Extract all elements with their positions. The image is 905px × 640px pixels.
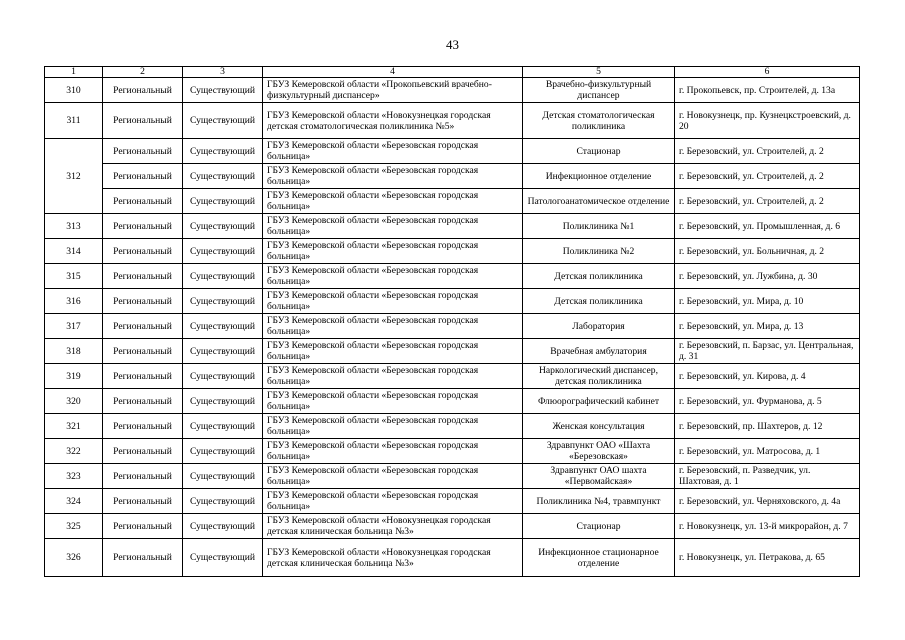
unit-cell: Лаборатория	[523, 314, 675, 339]
level-cell: Региональный	[103, 364, 183, 389]
row-number: 323	[45, 464, 103, 489]
row-number: 320	[45, 389, 103, 414]
address-cell: г. Березовский, ул. Строителей, д. 2	[675, 139, 860, 164]
level-cell: Региональный	[103, 103, 183, 139]
page-number: 43	[446, 37, 459, 52]
organization-cell: ГБУЗ Кемеровской области «Березовская городская больница»	[263, 339, 523, 364]
table-row	[45, 289, 860, 314]
unit-cell: Поликлиника №1	[523, 214, 675, 239]
address-cell: г. Березовский, ул. Строителей, д. 2	[675, 164, 860, 189]
unit-cell: Детская стоматологическая поликлиника	[523, 103, 675, 139]
level-cell: Региональный	[103, 539, 183, 577]
row-number: 318	[45, 339, 103, 364]
column-header: 5	[523, 67, 675, 78]
unit-cell: Стационар	[523, 139, 675, 164]
address-cell: г. Березовский, ул. Матросова, д. 1	[675, 439, 860, 464]
unit-cell: Женская консультация	[523, 414, 675, 439]
address-cell: г. Березовский, ул. Лужбина, д. 30	[675, 264, 860, 289]
row-number: 317	[45, 314, 103, 339]
organization-cell: ГБУЗ Кемеровской области «Березовская городская больница»	[263, 289, 523, 314]
organization-cell: ГБУЗ Кемеровской области «Березовская городская больница»	[263, 464, 523, 489]
status-cell: Существующий	[183, 364, 263, 389]
table-row	[45, 139, 860, 164]
organization-cell: ГБУЗ Кемеровской области «Березовская городская больница»	[263, 389, 523, 414]
level-cell: Региональный	[103, 489, 183, 514]
unit-cell: Здравпункт ОАО шахта «Первомайская»	[523, 464, 675, 489]
organization-cell: ГБУЗ Кемеровской области «Березовская городская больница»	[263, 439, 523, 464]
column-header: 2	[103, 67, 183, 78]
organization-cell: ГБУЗ Кемеровской области «Прокопьевский врачебно-физкультурный диспансер»	[263, 78, 523, 103]
address-cell: г. Березовский, п. Барзас, ул. Центральная, д. 31	[675, 339, 860, 364]
level-cell: Региональный	[103, 139, 183, 164]
column-header: 6	[675, 67, 860, 78]
table-row	[45, 314, 860, 339]
table-row	[45, 103, 860, 139]
organization-cell: ГБУЗ Кемеровской области «Березовская городская больница»	[263, 489, 523, 514]
organization-cell: ГБУЗ Кемеровской области «Березовская городская больница»	[263, 414, 523, 439]
address-cell: г. Березовский, ул. Мира, д. 10	[675, 289, 860, 314]
table-row	[45, 389, 860, 414]
address-cell: г. Березовский, п. Разведчик, ул. Шахтовая, д. 1	[675, 464, 860, 489]
unit-cell: Детская поликлиника	[523, 289, 675, 314]
column-header: 3	[183, 67, 263, 78]
row-number: 326	[45, 539, 103, 577]
unit-cell: Поликлиника №2	[523, 239, 675, 264]
organization-cell: ГБУЗ Кемеровской области «Новокузнецкая городская детская клиническая больница №3»	[263, 539, 523, 577]
table-row	[45, 414, 860, 439]
facilities-table	[44, 66, 860, 577]
address-cell: г. Березовский, ул. Больничная, д. 2	[675, 239, 860, 264]
level-cell: Региональный	[103, 189, 183, 214]
organization-cell: ГБУЗ Кемеровской области «Березовская городская больница»	[263, 189, 523, 214]
level-cell: Региональный	[103, 214, 183, 239]
address-cell: г. Березовский, ул. Мира, д. 13	[675, 314, 860, 339]
row-number: 324	[45, 489, 103, 514]
unit-cell: Флюорографический кабинет	[523, 389, 675, 414]
unit-cell: Поликлиника №4, травмпункт	[523, 489, 675, 514]
status-cell: Существующий	[183, 539, 263, 577]
unit-cell: Здравпункт ОАО «Шахта «Березовская»	[523, 439, 675, 464]
row-number: 325	[45, 514, 103, 539]
table-row	[45, 214, 860, 239]
row-number: 313	[45, 214, 103, 239]
address-cell: г. Новокузнецк, ул. Петракова, д. 65	[675, 539, 860, 577]
unit-cell: Патологоанатомическое отделение	[523, 189, 675, 214]
organization-cell: ГБУЗ Кемеровской области «Березовская городская больница»	[263, 314, 523, 339]
status-cell: Существующий	[183, 414, 263, 439]
unit-cell: Инфекционное отделение	[523, 164, 675, 189]
unit-cell: Врачебно-физкультурный диспансер	[523, 78, 675, 103]
level-cell: Региональный	[103, 339, 183, 364]
status-cell: Существующий	[183, 289, 263, 314]
unit-cell: Наркологический диспансер, детская поликлиника	[523, 364, 675, 389]
status-cell: Существующий	[183, 514, 263, 539]
status-cell: Существующий	[183, 339, 263, 364]
level-cell: Региональный	[103, 389, 183, 414]
address-cell: г. Новокузнецк, ул. 13-й микрорайон, д. 7	[675, 514, 860, 539]
status-cell: Существующий	[183, 239, 263, 264]
level-cell: Региональный	[103, 514, 183, 539]
address-cell: г. Березовский, ул. Кирова, д. 4	[675, 364, 860, 389]
table-row	[45, 364, 860, 389]
organization-cell: ГБУЗ Кемеровской области «Березовская городская больница»	[263, 239, 523, 264]
level-cell: Региональный	[103, 239, 183, 264]
organization-cell: ГБУЗ Кемеровской области «Новокузнецкая городская детская клиническая больница №3»	[263, 514, 523, 539]
organization-cell: ГБУЗ Кемеровской области «Березовская городская больница»	[263, 364, 523, 389]
unit-cell: Врачебная амбулатория	[523, 339, 675, 364]
table-row	[45, 189, 860, 214]
status-cell: Существующий	[183, 78, 263, 103]
organization-cell: ГБУЗ Кемеровской области «Новокузнецкая городская детская стоматологическая поликлиника №5»	[263, 103, 523, 139]
status-cell: Существующий	[183, 264, 263, 289]
table-row	[45, 464, 860, 489]
status-cell: Существующий	[183, 189, 263, 214]
level-cell: Региональный	[103, 164, 183, 189]
status-cell: Существующий	[183, 439, 263, 464]
table-row	[45, 539, 860, 577]
table-row	[45, 78, 860, 103]
row-number: 316	[45, 289, 103, 314]
level-cell: Региональный	[103, 414, 183, 439]
address-cell: г. Прокопьевск, пр. Строителей, д. 13а	[675, 78, 860, 103]
row-number: 322	[45, 439, 103, 464]
column-header: 1	[45, 67, 103, 78]
status-cell: Существующий	[183, 464, 263, 489]
row-number: 311	[45, 103, 103, 139]
unit-cell: Детская поликлиника	[523, 264, 675, 289]
table-row	[45, 339, 860, 364]
status-cell: Существующий	[183, 314, 263, 339]
status-cell: Существующий	[183, 139, 263, 164]
table-row	[45, 489, 860, 514]
level-cell: Региональный	[103, 314, 183, 339]
table-row	[45, 514, 860, 539]
organization-cell: ГБУЗ Кемеровской области «Березовская городская больница»	[263, 214, 523, 239]
table-row	[45, 264, 860, 289]
level-cell: Региональный	[103, 289, 183, 314]
status-cell: Существующий	[183, 164, 263, 189]
level-cell: Региональный	[103, 78, 183, 103]
row-number: 312	[45, 139, 103, 214]
address-cell: г. Березовский, ул. Промышленная, д. 6	[675, 214, 860, 239]
row-number: 319	[45, 364, 103, 389]
row-number: 321	[45, 414, 103, 439]
organization-cell: ГБУЗ Кемеровской области «Березовская городская больница»	[263, 139, 523, 164]
level-cell: Региональный	[103, 439, 183, 464]
column-header: 4	[263, 67, 523, 78]
row-number: 310	[45, 78, 103, 103]
organization-cell: ГБУЗ Кемеровской области «Березовская городская больница»	[263, 164, 523, 189]
unit-cell: Инфекционное стационарное отделение	[523, 539, 675, 577]
table-row	[45, 439, 860, 464]
address-cell: г. Березовский, ул. Черняховского, д. 4а	[675, 489, 860, 514]
status-cell: Существующий	[183, 489, 263, 514]
level-cell: Региональный	[103, 264, 183, 289]
status-cell: Существующий	[183, 214, 263, 239]
row-number: 315	[45, 264, 103, 289]
level-cell: Региональный	[103, 464, 183, 489]
organization-cell: ГБУЗ Кемеровской области «Березовская городская больница»	[263, 264, 523, 289]
status-cell: Существующий	[183, 389, 263, 414]
row-number: 314	[45, 239, 103, 264]
address-cell: г. Березовский, ул. Фурманова, д. 5	[675, 389, 860, 414]
address-cell: г. Новокузнецк, пр. Кузнецкстроевский, д. 20	[675, 103, 860, 139]
table-header-row	[45, 67, 860, 78]
status-cell: Существующий	[183, 103, 263, 139]
table-row	[45, 239, 860, 264]
table-row	[45, 164, 860, 189]
address-cell: г. Березовский, пр. Шахтеров, д. 12	[675, 414, 860, 439]
unit-cell: Стационар	[523, 514, 675, 539]
address-cell: г. Березовский, ул. Строителей, д. 2	[675, 189, 860, 214]
